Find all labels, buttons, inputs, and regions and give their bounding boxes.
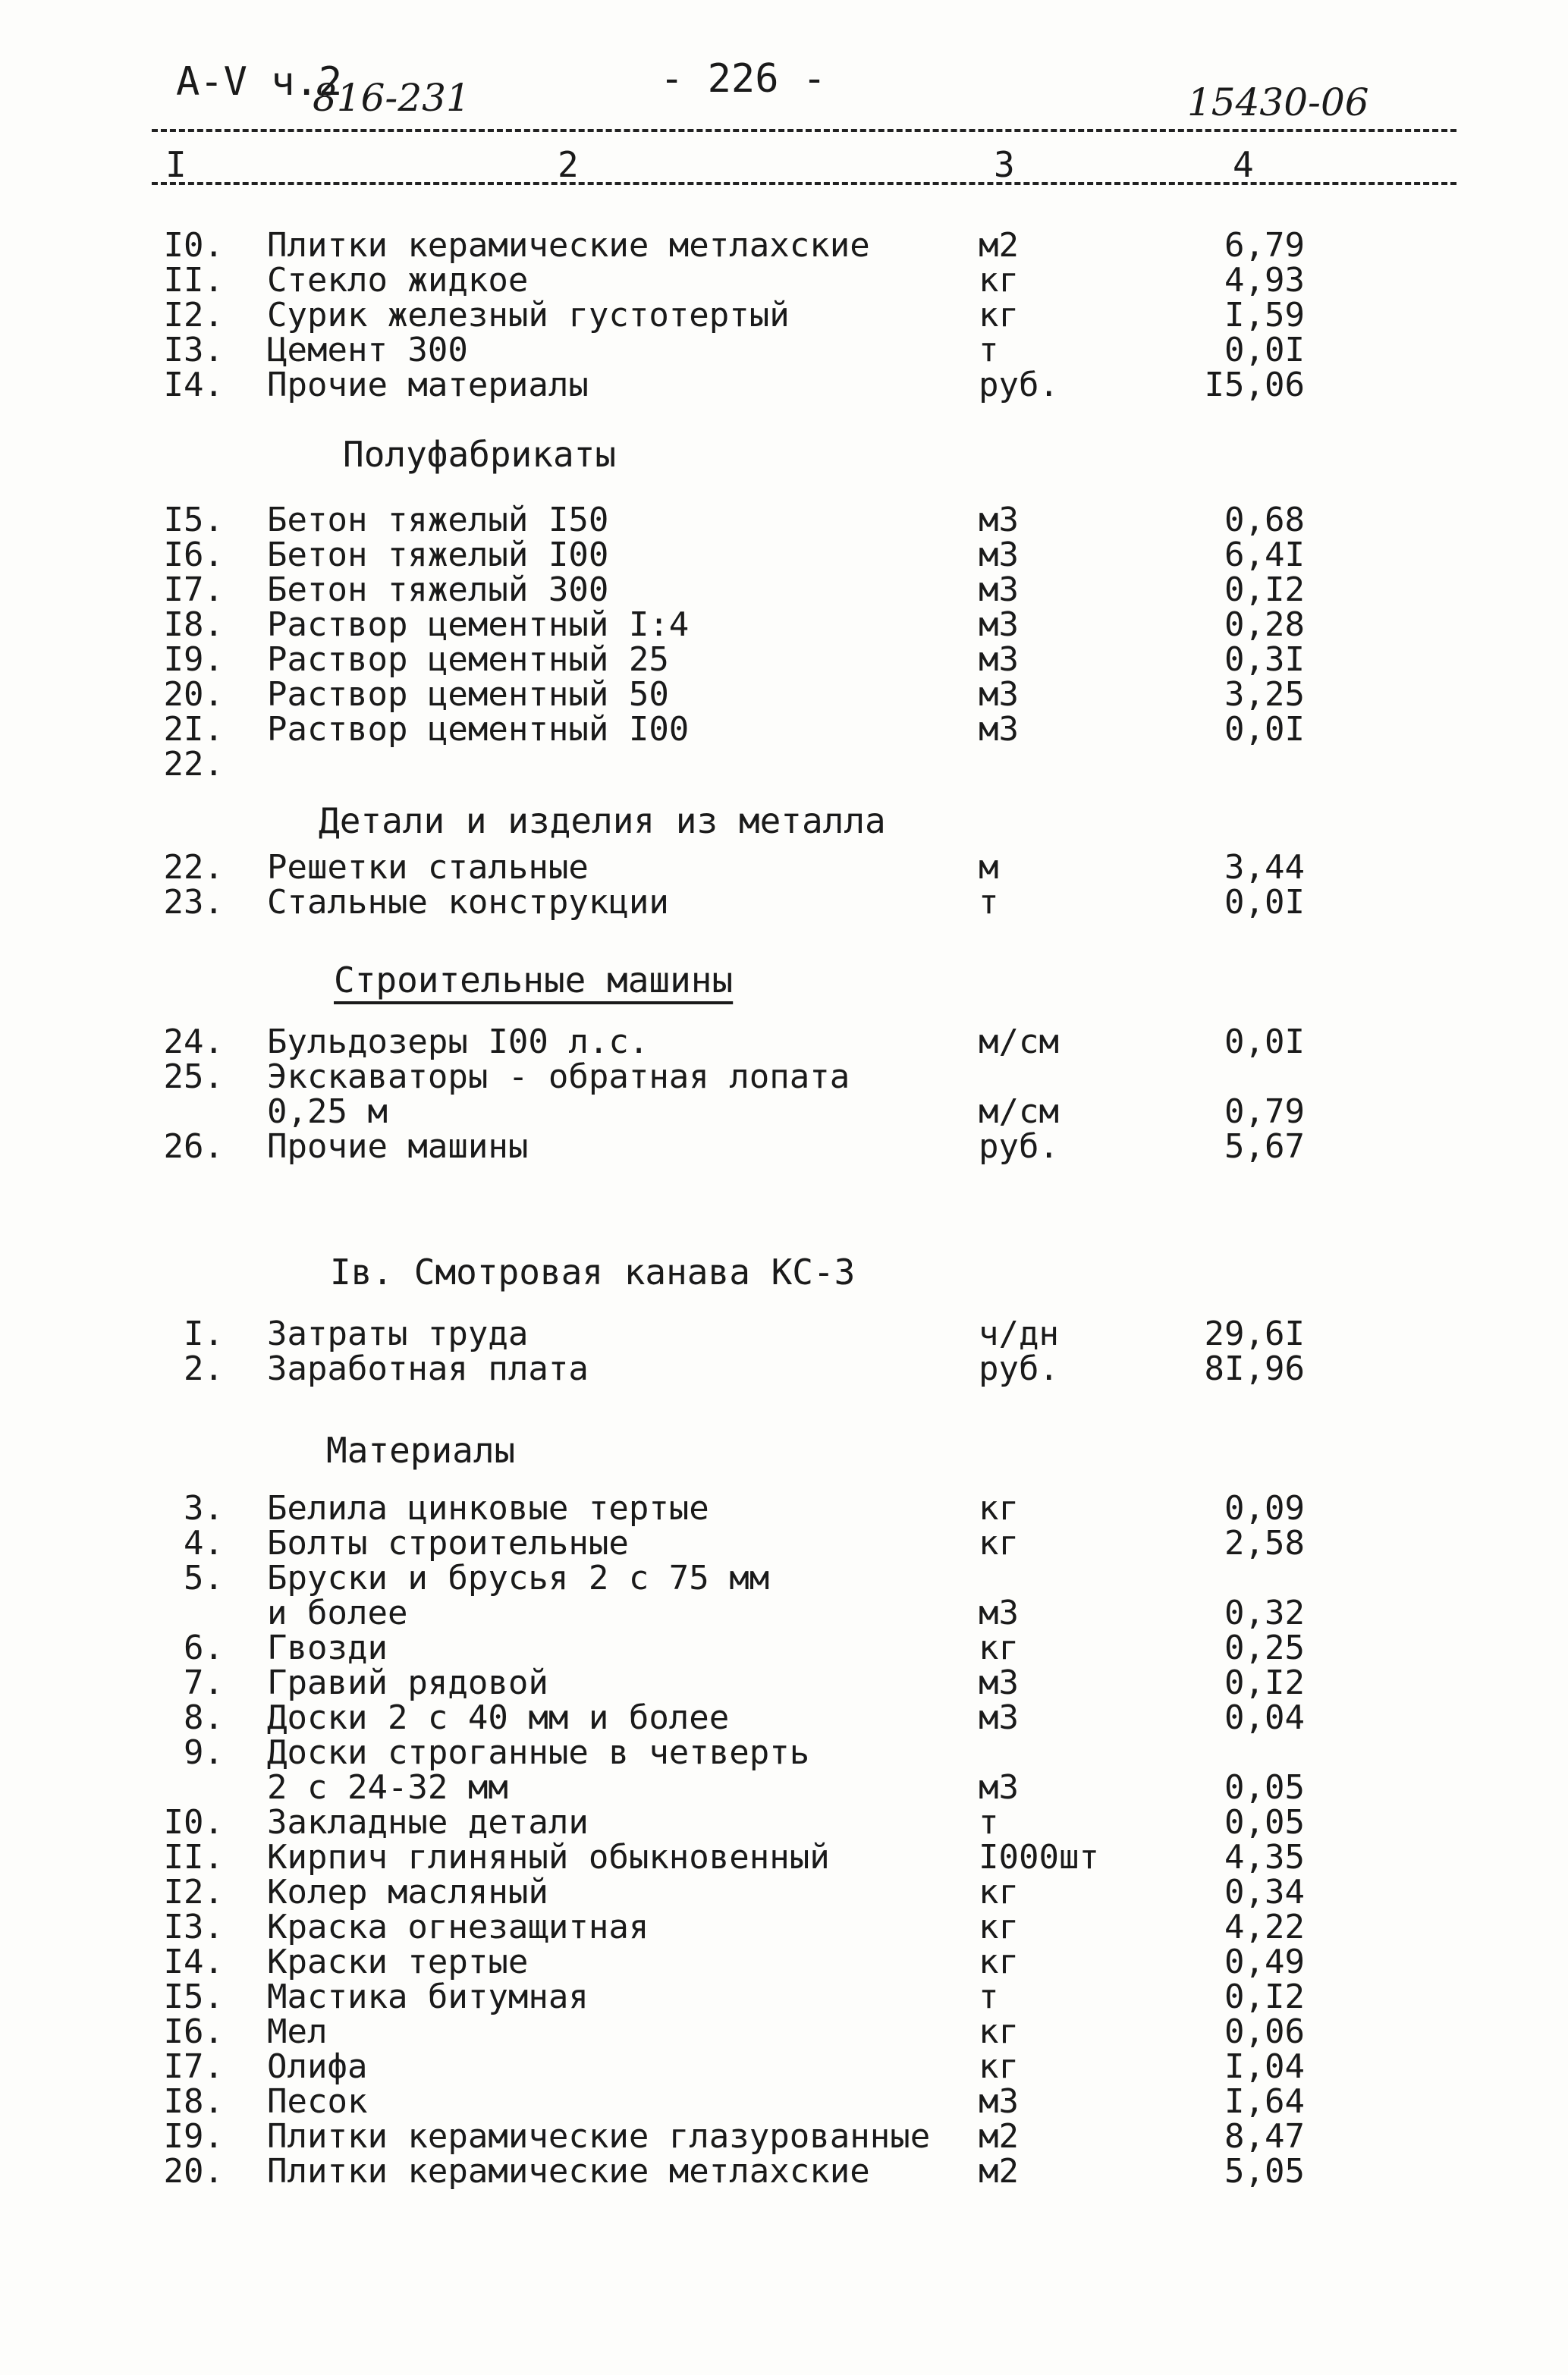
item-name: 2 с 24-32 мм (267, 1768, 508, 1807)
item-value: I,59 (1224, 296, 1305, 335)
item-value: 8,47 (1224, 2117, 1305, 2156)
item-unit: м3 (979, 1594, 1019, 1632)
row-number: 20. (163, 2152, 224, 2191)
list-item (0, 2154, 1568, 2190)
list-item (0, 1560, 1568, 1597)
item-unit: м3 (979, 675, 1019, 714)
row-number: I9. (163, 640, 224, 679)
row-number: I4. (163, 366, 224, 404)
item-name: Мастика битумная (267, 1978, 589, 2016)
item-unit: м3 (979, 605, 1019, 644)
row-number: 4. (184, 1524, 224, 1563)
list-item (0, 262, 1568, 299)
list-item (0, 1909, 1568, 1946)
row-number: I3. (163, 331, 224, 369)
section-heading-materials: Материалы (326, 1430, 516, 1471)
item-value: 0,05 (1224, 1768, 1305, 1807)
list-item (0, 367, 1568, 404)
item-unit: кг (979, 1873, 1019, 1912)
row-number: I2. (163, 1873, 224, 1912)
item-value: 0,0I (1224, 331, 1305, 369)
item-name: 0,25 м (267, 1092, 388, 1131)
item-name: Стальные конструкции (267, 883, 669, 922)
item-unit: м3 (979, 536, 1019, 574)
item-unit: ч/дн (979, 1315, 1059, 1353)
item-unit: м3 (979, 1663, 1019, 1702)
item-name: Плитки керамические метлахские (267, 226, 870, 265)
item-value: 0,I2 (1224, 1663, 1305, 1702)
item-unit: кг (979, 1524, 1019, 1563)
item-name: Гвозди (267, 1629, 388, 1667)
row-number: 22. (163, 848, 224, 887)
row-number: 7. (184, 1663, 224, 1702)
item-unit: м3 (979, 570, 1019, 609)
item-unit: м (979, 848, 999, 887)
item-name: Раствор цементный 25 (267, 640, 669, 679)
item-value: 0,32 (1224, 1594, 1305, 1632)
item-unit: кг (979, 1629, 1019, 1667)
item-value: 0,49 (1224, 1943, 1305, 1981)
item-value: 4,35 (1224, 1838, 1305, 1877)
list-item (0, 1735, 1568, 1771)
item-name: Бетон тяжелый 300 (267, 570, 609, 609)
item-name: Стекло жидкое (267, 261, 529, 300)
item-name: Олифа (267, 2047, 368, 2086)
item-name: Цемент 300 (267, 331, 468, 369)
item-value: 6,4I (1224, 536, 1305, 574)
item-value: 0,I2 (1224, 1978, 1305, 2016)
item-unit: м3 (979, 501, 1019, 539)
item-value: 0,0I (1224, 1023, 1305, 1061)
row-number: I8. (163, 2082, 224, 2121)
item-value: 0,I2 (1224, 570, 1305, 609)
row-number: I6. (163, 536, 224, 574)
column-number-1: I (165, 144, 187, 185)
row-number: 2I. (163, 710, 224, 749)
item-value: 0,28 (1224, 605, 1305, 644)
list-item (0, 1665, 1568, 1701)
item-value: 5,05 (1224, 2152, 1305, 2191)
row-number: I. (184, 1315, 224, 1353)
item-unit: руб. (979, 1349, 1059, 1388)
item-name: Мел (267, 2012, 328, 2051)
header-divider-top (152, 129, 1456, 132)
row-number: 20. (163, 675, 224, 714)
item-name: Плитки керамические глазурованные (267, 2117, 931, 2156)
row-number: 25. (163, 1057, 224, 1096)
item-value: I,04 (1224, 2047, 1305, 2086)
list-item (0, 1944, 1568, 1981)
list-item (0, 332, 1568, 369)
item-value: 4,93 (1224, 261, 1305, 300)
item-name: Бульдозеры I00 л.с. (267, 1023, 649, 1061)
row-number: I4. (163, 1943, 224, 1981)
list-item (0, 572, 1568, 608)
item-unit: руб. (979, 1127, 1059, 1166)
item-value: 6,79 (1224, 226, 1305, 265)
item-unit: м2 (979, 226, 1019, 265)
item-unit: м3 (979, 2082, 1019, 2121)
item-unit: т (979, 331, 999, 369)
list-item (0, 1129, 1568, 1165)
item-unit: м/см (979, 1023, 1059, 1061)
list-item (0, 537, 1568, 573)
list-item (0, 228, 1568, 264)
item-value: 0,0I (1224, 883, 1305, 922)
row-number: 5. (184, 1559, 224, 1597)
item-name: Краски тертые (267, 1943, 529, 1981)
item-name: Доски строганные в четверть (267, 1733, 810, 1772)
item-name: Раствор цементный 50 (267, 675, 669, 714)
item-unit: I000шт (979, 1838, 1099, 1877)
row-number: I5. (163, 1978, 224, 2016)
item-value: 2,58 (1224, 1524, 1305, 1563)
list-item (0, 1525, 1568, 1562)
row-number: 6. (184, 1629, 224, 1667)
item-value: 0,25 (1224, 1629, 1305, 1667)
item-value: 8I,96 (1204, 1349, 1305, 1388)
list-item (0, 1770, 1568, 1806)
item-name: Болты строительные (267, 1524, 629, 1563)
item-unit: кг (979, 261, 1019, 300)
list-item (0, 1805, 1568, 1841)
list-item (0, 1700, 1568, 1736)
item-unit: кг (979, 1489, 1019, 1528)
column-number-4: 4 (1233, 144, 1254, 185)
item-name: Белила цинковые тертые (267, 1489, 709, 1528)
item-unit: т (979, 883, 999, 922)
list-item (0, 2119, 1568, 2155)
list-item (0, 2014, 1568, 2050)
item-value: 0,68 (1224, 501, 1305, 539)
item-value: 0,3I (1224, 640, 1305, 679)
item-name: Прочие машины (267, 1127, 529, 1166)
item-name: Кирпич глиняный обыкновенный (267, 1838, 830, 1877)
item-unit: м3 (979, 640, 1019, 679)
item-name: Заработная плата (267, 1349, 589, 1388)
item-value: 3,44 (1224, 848, 1305, 887)
row-number: 23. (163, 883, 224, 922)
item-unit: м3 (979, 1698, 1019, 1737)
item-unit: м2 (979, 2152, 1019, 2191)
row-number: I3. (163, 1908, 224, 1946)
item-value: 4,22 (1224, 1908, 1305, 1946)
item-name: Бетон тяжелый I50 (267, 501, 609, 539)
list-item (0, 677, 1568, 713)
row-number: 8. (184, 1698, 224, 1737)
section-heading-semi-products: Полуфабрикаты (343, 434, 617, 475)
item-name: Плитки керамические метлахские (267, 2152, 870, 2191)
column-number-2: 2 (558, 144, 579, 185)
item-unit: м/см (979, 1092, 1059, 1131)
item-name: Прочие материалы (267, 366, 589, 404)
list-item (0, 2049, 1568, 2085)
list-item (0, 1839, 1568, 1876)
row-number: I5. (163, 501, 224, 539)
item-name: Раствор цементный I:4 (267, 605, 690, 644)
row-number: 2. (184, 1349, 224, 1388)
list-item (0, 1630, 1568, 1667)
list-item (0, 746, 1568, 783)
list-item (0, 502, 1568, 539)
project-code: 816-231 (313, 76, 470, 120)
row-number: I7. (163, 570, 224, 609)
item-name: Песок (267, 2082, 368, 2121)
row-number: 9. (184, 1733, 224, 1772)
list-item (0, 1094, 1568, 1130)
section-heading-inspection-pit: Iв. Смотровая канава КС-3 (330, 1252, 856, 1293)
row-number: I7. (163, 2047, 224, 2086)
item-value: 3,25 (1224, 675, 1305, 714)
item-unit: кг (979, 2047, 1019, 2086)
section-heading-metal-parts: Детали и изделия из металла (319, 800, 886, 841)
item-value: 29,6I (1204, 1315, 1305, 1353)
item-value: I5,06 (1204, 366, 1305, 404)
item-name: Бруски и брусья 2 с 75 мм (267, 1559, 770, 1597)
item-name: Решетки стальные (267, 848, 589, 887)
page-number: - 226 - (660, 56, 827, 102)
list-item (0, 884, 1568, 921)
list-item (0, 850, 1568, 886)
document-number: 15430-06 (1187, 80, 1369, 124)
item-name: Экскаваторы - обратная лопата (267, 1057, 850, 1096)
item-value: 0,79 (1224, 1092, 1305, 1131)
item-value: 0,04 (1224, 1698, 1305, 1737)
item-unit: кг (979, 1943, 1019, 1981)
item-value: 0,34 (1224, 1873, 1305, 1912)
list-item (0, 1316, 1568, 1352)
list-item (0, 1351, 1568, 1387)
item-unit: кг (979, 296, 1019, 335)
list-item (0, 2084, 1568, 2120)
item-name: Гравий рядовой (267, 1663, 548, 1702)
column-number-3: 3 (994, 144, 1015, 185)
row-number: I0. (163, 1803, 224, 1842)
item-name: Раствор цементный I00 (267, 710, 690, 749)
list-item (0, 1874, 1568, 1911)
list-item (0, 712, 1568, 748)
row-number: 26. (163, 1127, 224, 1166)
list-item (0, 1024, 1568, 1060)
row-number: I0. (163, 226, 224, 265)
item-unit: т (979, 1978, 999, 2016)
item-name: Затраты труда (267, 1315, 529, 1353)
row-number: 3. (184, 1489, 224, 1528)
item-unit: руб. (979, 366, 1059, 404)
item-name: Доски 2 с 40 мм и более (267, 1698, 730, 1737)
item-unit: кг (979, 2012, 1019, 2051)
list-item (0, 1059, 1568, 1095)
row-number: II. (163, 1838, 224, 1877)
item-unit: м2 (979, 2117, 1019, 2156)
item-value: 0,05 (1224, 1803, 1305, 1842)
list-item (0, 1595, 1568, 1632)
row-number: I2. (163, 296, 224, 335)
list-item (0, 607, 1568, 643)
item-name: и более (267, 1594, 408, 1632)
item-unit: м3 (979, 1768, 1019, 1807)
section-heading-construction-machines: Строительные машины (334, 960, 734, 1001)
left-code: А-V ч.2 (176, 59, 343, 105)
item-name: Закладные детали (267, 1803, 589, 1842)
item-unit: кг (979, 1908, 1019, 1946)
row-number: I9. (163, 2117, 224, 2156)
header-divider-bottom (152, 182, 1456, 185)
row-number: I8. (163, 605, 224, 644)
item-value: 0,06 (1224, 2012, 1305, 2051)
item-value: I,64 (1224, 2082, 1305, 2121)
row-number: I6. (163, 2012, 224, 2051)
item-value: 0,0I (1224, 710, 1305, 749)
item-unit: т (979, 1803, 999, 1842)
item-name: Колер масляный (267, 1873, 548, 1912)
item-value: 5,67 (1224, 1127, 1305, 1166)
item-name: Краска огнезащитная (267, 1908, 649, 1946)
list-item (0, 1979, 1568, 2015)
row-number: 24. (163, 1023, 224, 1061)
item-unit: м3 (979, 710, 1019, 749)
item-name: Бетон тяжелый I00 (267, 536, 609, 574)
item-name: Сурик железный густотертый (267, 296, 790, 335)
list-item (0, 642, 1568, 678)
item-value: 0,09 (1224, 1489, 1305, 1528)
list-item (0, 297, 1568, 334)
row-number: 22. (163, 745, 224, 784)
list-item (0, 1491, 1568, 1527)
row-number: II. (163, 261, 224, 300)
